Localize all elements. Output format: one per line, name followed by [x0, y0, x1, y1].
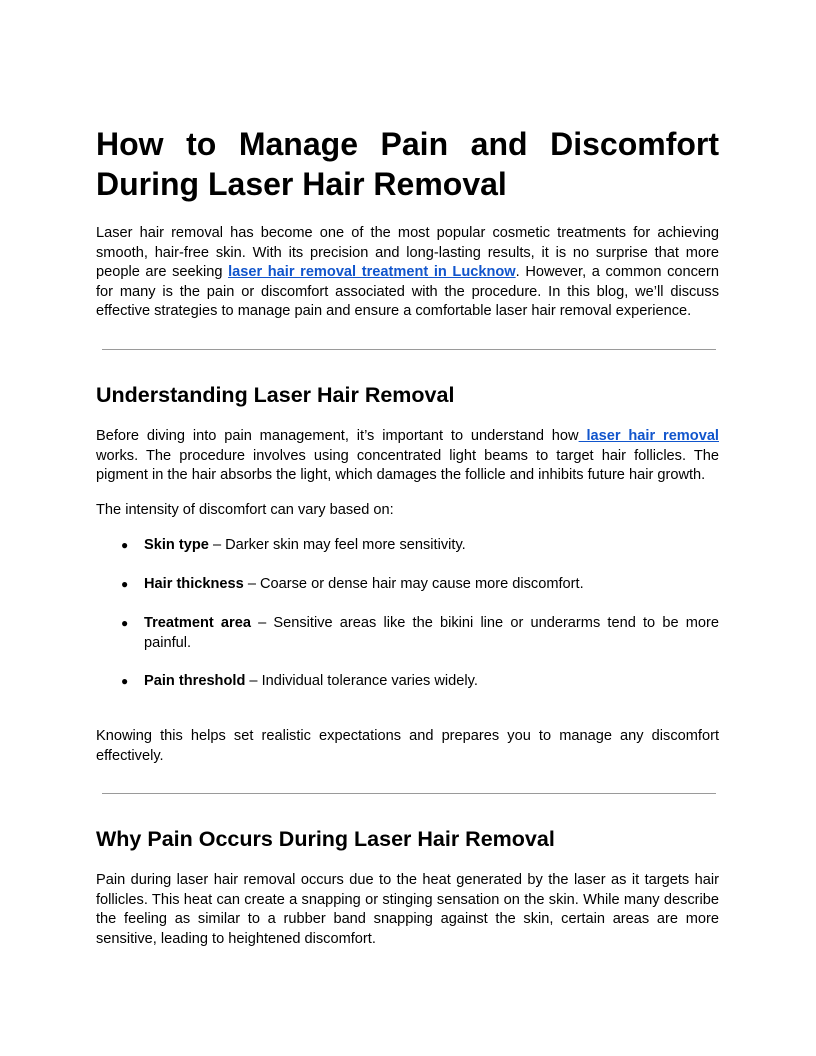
list-item	[121, 536, 719, 556]
bullet-icon: ●	[121, 538, 129, 552]
intro-text-start: Laser hair removal has become one of the most popular cosmetic treatments for achieving smooth, hair-free skin. With its precision and long-lasting results, it is no surprise that more people are seeking	[96, 225, 719, 280]
article-title-line-2: During Laser Hair Removal	[96, 166, 507, 202]
article-title-line-1: How to Manage Pain and Discomfort	[96, 126, 719, 162]
article-title	[96, 124, 719, 204]
section-divider	[102, 793, 716, 794]
section-heading-why-pain: Why Pain Occurs During Laser Hair Removal	[96, 827, 555, 851]
why-pain-paragraph: Pain during laser hair removal occurs due to the heat generated by the laser as it targets hair follicles. This heat can create a snapping or stinging sensation on the skin. While many describe the feeling as similar to a rubber band snapping against the skin, certain areas are more sensitive, leading to heightened discomfort.	[96, 872, 719, 947]
factor-term: Treatment area	[144, 615, 251, 631]
bullet-icon: ●	[121, 577, 129, 591]
intro-text-end: . However, a common concern for many is the pain or discomfort associated with the procedure. In this blog, we’ll discuss effective strategies to manage pain and ensure a comfortable laser hair removal experience.	[96, 264, 719, 319]
understanding-text-start: Before diving into pain management, it’s important to understand how	[96, 428, 579, 444]
list-item	[121, 672, 719, 692]
factor-term: Hair thickness	[144, 576, 244, 592]
intro-paragraph	[96, 224, 719, 322]
lucknow-treatment-link[interactable]: laser hair removal treatment in Lucknow	[228, 264, 516, 280]
bullet-icon: ●	[121, 674, 129, 688]
section-heading-understanding: Understanding Laser Hair Removal	[96, 383, 455, 407]
factor-term: Pain threshold	[144, 673, 246, 689]
factors-intro-paragraph: The intensity of discomfort can vary based on:	[96, 502, 394, 518]
factor-description: – Coarse or dense hair may cause more discomfort.	[243, 576, 584, 592]
bullet-icon: ●	[121, 616, 129, 630]
factor-description: – Individual tolerance varies widely.	[245, 673, 478, 689]
understanding-paragraph	[96, 427, 719, 486]
list-item	[121, 575, 719, 595]
factor-description: – Darker skin may feel more sensitivity.	[208, 537, 466, 553]
understanding-text-end: works. The procedure involves using concentrated light beams to target hair follicles. The pigment in the hair absorbs the light, which damages the follicle and inhibits future hair growth.	[96, 447, 719, 483]
factor-description: – Sensitive areas like the bikini line or underarms tend to be more painful.	[144, 615, 719, 651]
factor-term: Skin type	[144, 537, 209, 553]
laser-hair-removal-link[interactable]: laser hair removal	[578, 428, 719, 444]
expectations-paragraph: Knowing this helps set realistic expectations and prepares you to manage any discomfort effectively.	[96, 728, 719, 764]
list-item	[121, 614, 719, 653]
section-divider	[102, 349, 716, 350]
